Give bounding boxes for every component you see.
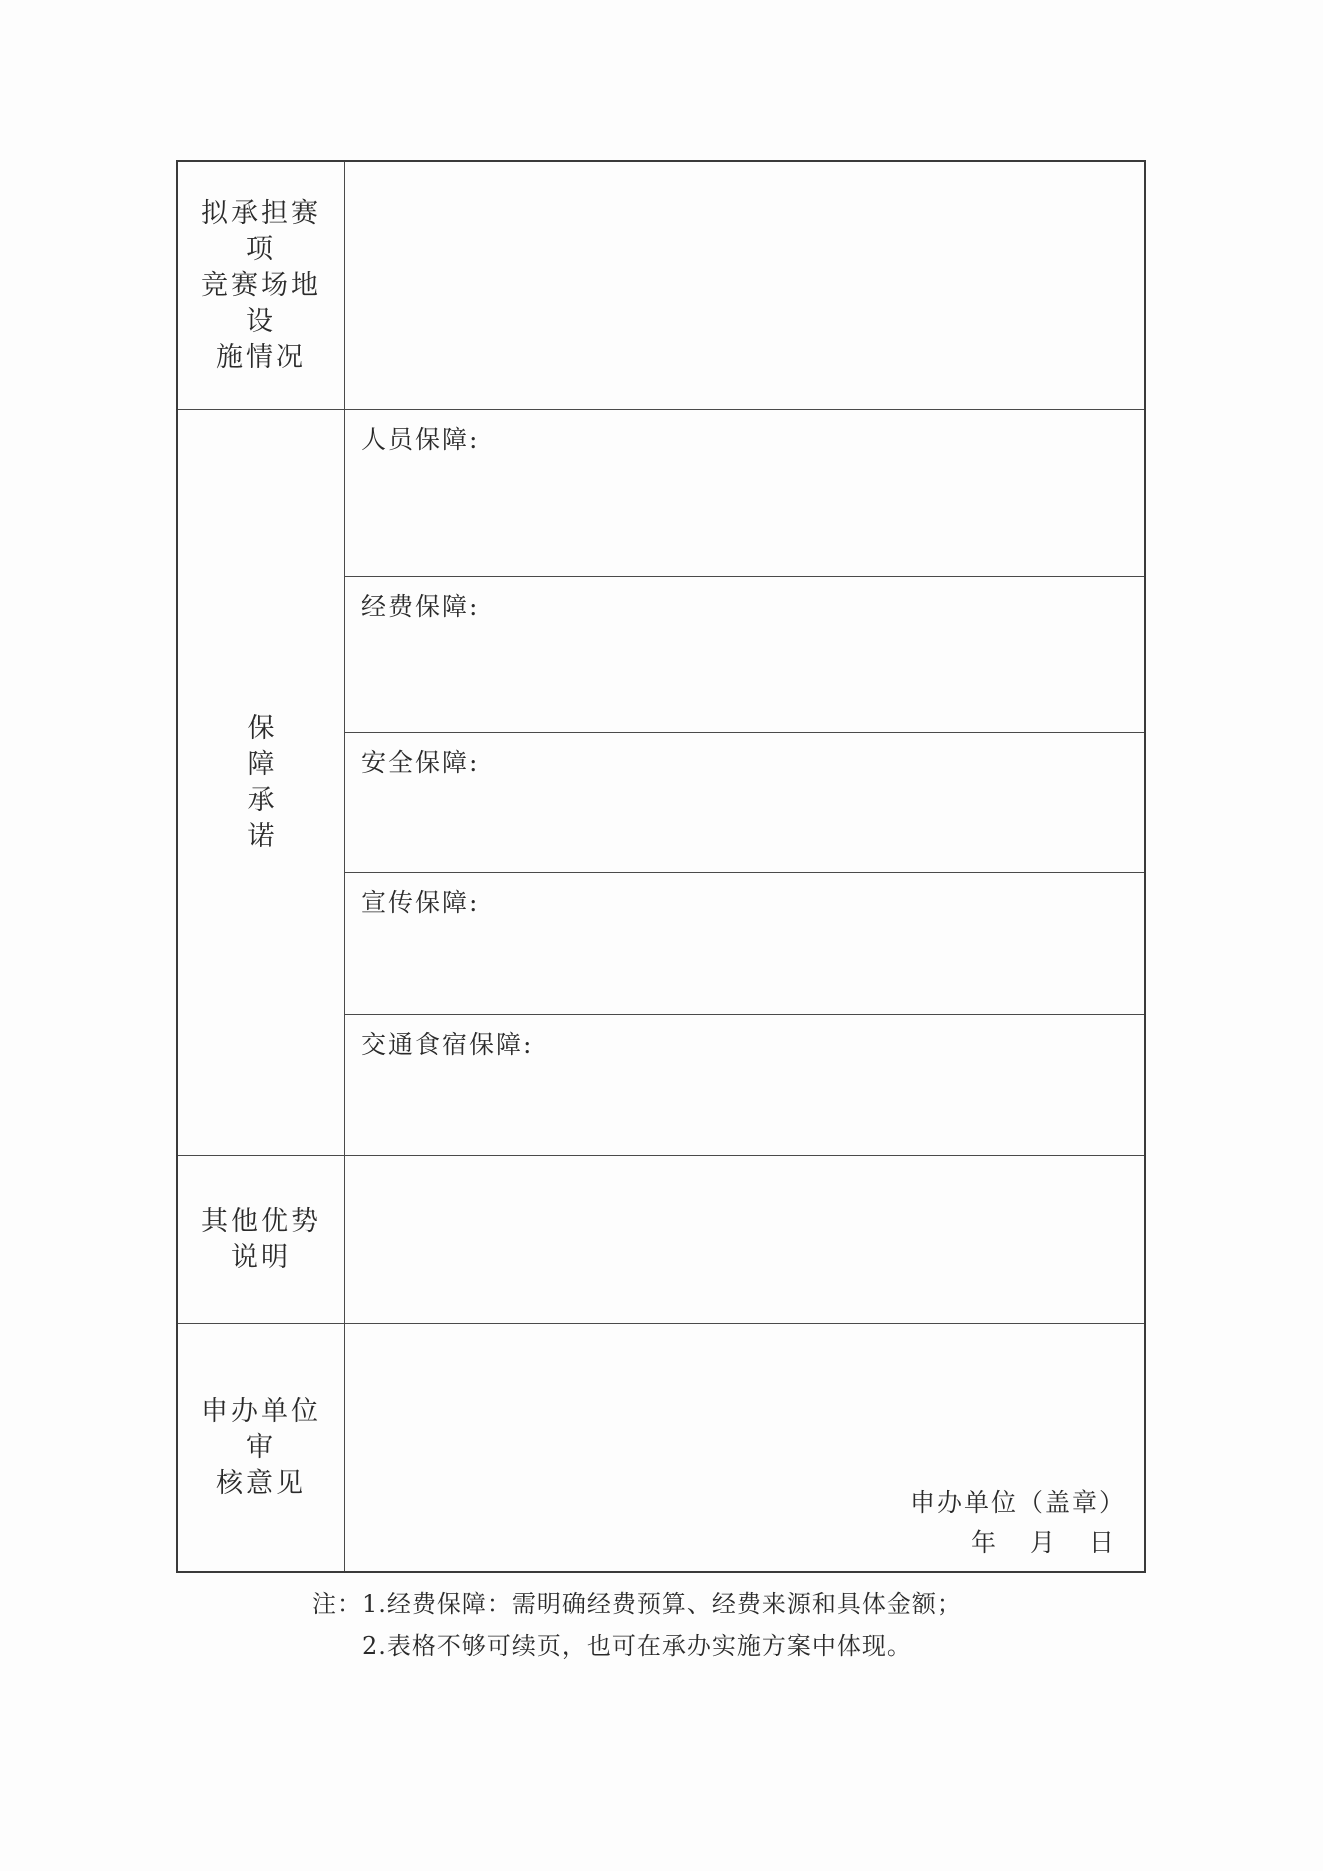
review-content-cell[interactable]	[345, 1324, 1144, 1571]
form-notes	[312, 1583, 962, 1667]
advantages-label: 其他优势 说明	[201, 1205, 321, 1273]
publicity-guarantee-cell[interactable]	[345, 873, 1144, 1015]
publicity-guarantee-label: 宣传保障:	[361, 888, 480, 917]
venue-content-cell[interactable]	[345, 162, 1144, 409]
note-line-2: 2.表格不够可续页，也可在承办实施方案中体现。	[362, 1632, 912, 1660]
venue-label: 拟承担赛项 竞赛场地设 施情况	[201, 197, 321, 373]
funding-guarantee-label: 经费保障:	[361, 592, 480, 621]
personnel-guarantee-cell[interactable]	[345, 410, 1144, 577]
review-row	[178, 1324, 1144, 1571]
date-day-label: 日	[1088, 1528, 1114, 1557]
review-label-cell	[178, 1324, 345, 1571]
personnel-guarantee-label: 人员保障:	[361, 425, 480, 454]
advantages-label-cell	[178, 1156, 345, 1323]
guarantee-row	[178, 410, 1144, 1156]
safety-guarantee-label: 安全保障:	[361, 748, 480, 777]
venue-label-cell	[178, 162, 345, 409]
guarantee-label: 保 障 承 诺	[247, 712, 275, 852]
review-label: 申办单位审 核意见	[201, 1395, 321, 1499]
application-form-table	[176, 160, 1146, 1573]
safety-guarantee-cell[interactable]	[345, 733, 1144, 873]
guarantee-content-cell	[345, 410, 1144, 1155]
advantages-content-cell[interactable]	[345, 1156, 1144, 1323]
date-year-label: 年	[970, 1528, 996, 1557]
guarantee-label-cell	[178, 410, 345, 1155]
advantages-row	[178, 1156, 1144, 1324]
transport-lodging-guarantee-label: 交通食宿保障:	[361, 1030, 534, 1059]
date-month-label: 月	[1029, 1528, 1055, 1557]
note-line-1: 注：1.经费保障：需明确经费预算、经费来源和具体金额；	[312, 1590, 962, 1618]
transport-lodging-guarantee-cell[interactable]	[345, 1015, 1144, 1156]
date-line	[971, 1523, 1114, 1559]
venue-row	[178, 162, 1144, 410]
seal-label: 申办单位（盖章）	[909, 1488, 1126, 1517]
funding-guarantee-cell[interactable]	[345, 577, 1144, 733]
